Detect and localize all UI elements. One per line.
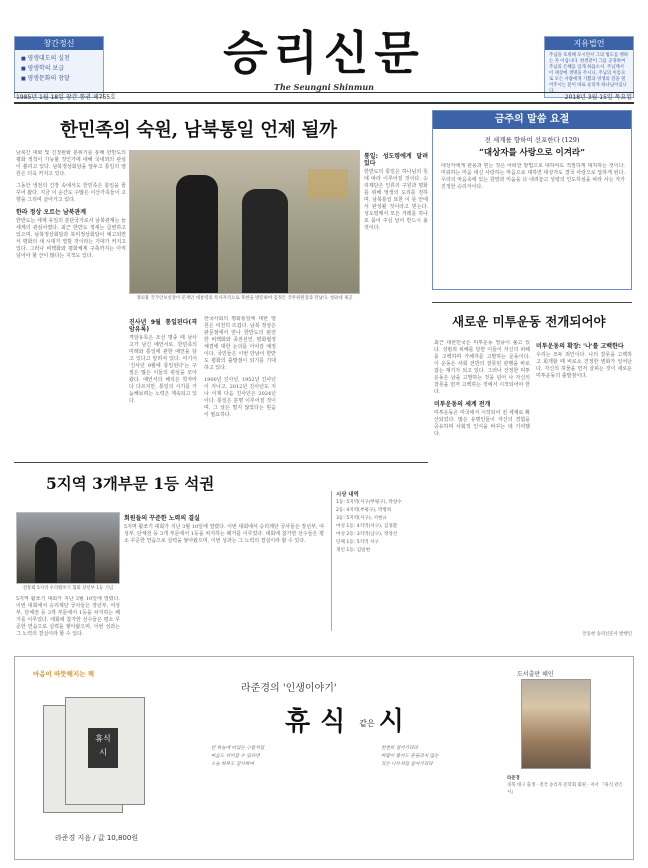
person-figure (242, 189, 288, 293)
book-image (43, 697, 163, 817)
newspaper-subtitle: The Seungni Shinmun (274, 82, 374, 92)
divider (432, 302, 632, 303)
metoo-column-1 (434, 340, 530, 640)
lead-paragraph: 남북간 대화 및 긴장완화 분위기를 통해 한반도의 평화 정착이 가능할 것인가에 대해 국내외의 관심이 쏠리고 있다. 남북정상회담을 앞두고 통일의 염원은 더욱 커지고 있다. (16, 150, 126, 177)
book-cover-title-right: 시 (99, 748, 107, 757)
lead-col3-body: 격암유록은 조선 명종 때 남사고가 남긴 예언서로, 한민족의 미래와 통일에 관한 예언을 담고 있다고 알려져 있다. 여기서 '진사년 9월에 통일된다'는 구절은 많은 이들의 관심을 모아왔다. 예언서의 해석은 학자마다 다르지만, 통일의 시기를 가늠해보려는 노력은 계속되고 있다. (129, 335, 197, 404)
lead-col3-title: 진사년 9월 통일된다(격암유록) (129, 319, 197, 333)
dateline (14, 92, 634, 104)
founding-spirit-item: ■ 영생대도의 실천 (21, 54, 97, 64)
motto-box (544, 36, 634, 98)
metoo-subhead-2: 미투운동의 확장: '나'를 고백한다 (536, 343, 624, 350)
lead-col3-text: 한국사회의 평화통일에 대한 염원은 여전히 뜨겁다. 남북 정상은 판문점에서 만나 한반도의 완전한 비핵화와 종전선언, 평화협정 체결에 대한 논의를 이어갈 예정이다. 국민들은 이번 만남이 한반도 평화의 출발점이 되기를 기대하고 있다. (204, 316, 276, 371)
metoo-subhead-1: 미투운동의 세계 전개 (434, 401, 491, 408)
author-bio-text: 경북 대구 출생 · 전국 승리자 문학회 회원 · 저서 『휴식 같은 시』 (507, 783, 623, 795)
author-bio (507, 775, 627, 796)
poem-line: 작은 나무처럼 살아가리라 (381, 762, 433, 767)
divider (14, 462, 428, 463)
founding-spirit-item: ■ 영생학의 보급 (21, 64, 97, 74)
ad-tag: 마음이 따뜻해지는 책 (33, 670, 95, 678)
founding-spirit-item: ■ 영생문화의 창달 (21, 74, 97, 84)
metoo-headline: 새로운 미투운동 전개되어야 (452, 314, 606, 329)
award-item: 단체 1등: 5지역 서구 (336, 540, 379, 545)
weekly-verse-series: 전 세계를 향하여 선포한다 (129) (484, 136, 580, 144)
lead-column-4 (204, 316, 276, 452)
masthead (14, 26, 634, 96)
poem-line: 천천히 걸어가리라 (381, 746, 418, 751)
person-figure (71, 541, 95, 583)
award-item: 개인 1등: 김일현 (336, 548, 371, 553)
book-cover-title-left: 휴식 (95, 734, 111, 743)
backdrop-painting (308, 169, 348, 199)
archery-photo-caption: 전통회 5지역 우리활쏘기 협회 장년부 1등 기념 (22, 586, 114, 591)
weekly-verse-box (432, 110, 632, 290)
poem-line: 오늘 하루도 감사하며 (211, 762, 254, 767)
weekly-verse-quote: “대상자를 사랑으로 이겨라” (478, 148, 586, 158)
lead-col4-body: 1900년 진사년, 1952년 진사년이 지나고, 2012년 진사년도 지나 이제 다음 진사년은 2024년이다. 통일은 분명 이루어질 것이며, 그 날은 멀지 않았다는 믿음이 필요하다. (204, 377, 276, 418)
lead-column-1 (16, 150, 126, 452)
poem-line: 마음도 쉬어갈 수 있다면 (211, 754, 260, 759)
author-photo (521, 679, 591, 769)
weekly-verse-body: 대상자에게 관용과 믿는 것은 어떠한 방법으로 대하여도 적절하게 대처하는 것이다. 미워하는 마음 대신 사랑하는 마음으로 대하면 대상자도 결국 사랑으로 답하게 된다. 우리의 마음속에 있는 원망과 미움을 다 내려놓고 성령의 인도하심을 따라 사는 자가 진정한 승리자이다. (441, 163, 625, 190)
metoo-body: 최근 대한민국은 미투운동 열풍이 불고 있다. 성범죄 피해를 당한 이들이 자신의 피해를 고백하며 가해자를 고발하는 운동이다. 이 운동은 사회 전반의 잘못된 관행을 바로잡는 계기가 되고 있다. 그러나 진정한 미투운동은 남을 고발하는 것을 넘어 나 자신의 잘못을 먼저 고백하는 것에서 시작되어야 한다. (434, 340, 530, 395)
issue-info: 1985년 1월 18일 창간 통권 제755호 (16, 94, 116, 101)
poem-right (381, 745, 491, 769)
metoo-sub2-body: 우리는 모두 죄인이다. 나의 잘못을 고백하고 회개할 때 비로소 진정한 변화가 일어난다. 자신의 허물을 먼저 살피는 것이 새로운 미투운동의 출발점이다. (536, 352, 632, 379)
award-item: 3등: 5지역(서구), 서현규 (336, 516, 387, 521)
ad-series: 라준경의 '인생이야기' (241, 683, 337, 694)
poem-left (211, 745, 321, 769)
ad-title-right: 시 (378, 707, 414, 737)
lead-section-body: 한반도는 세계 유일의 분단국가로서 남북관계는 늘 세계의 관심사였다. 최근 한반도 정세는 급변하고 있으며, 남북정상회담과 북미정상회담이 예고되면서 평화의 새 시대가 열릴 것이라는 기대가 커지고 있다. 그러나 비핵화와 평화체제 구축까지는 아직 넘어야 할 산이 많다는 지적도 있다. (16, 218, 126, 259)
award-item: 2등: 4지역(부평구), 박병희 (336, 508, 392, 513)
lead-column-3 (129, 316, 197, 452)
founding-spirit-box (14, 36, 104, 98)
metoo-sub1-body: 미투운동은 미국에서 시작되어 전 세계로 확산되었다. 많은 유명인들이 자신의 경험을 공유하며 사회적 인식을 바꾸는 데 기여했다. (434, 410, 530, 437)
book-cover-front (65, 697, 145, 805)
poem-line: 바람이 불어도 흔들리지 않는 (381, 754, 439, 759)
publisher-label: 도서출판 해인 (517, 671, 554, 678)
summit-photo (129, 150, 360, 294)
award-list-title: 시상 내역 (336, 492, 359, 498)
founding-spirit-heading: 창간정신 (15, 37, 103, 50)
lead-section-title: 한라 정상 오르는 남북관계 (16, 209, 87, 216)
award-item: 여성 2등: 3지역(남구), 정영선 (336, 532, 398, 537)
award-item: 여성 1등: 4지역(서구), 김경환 (336, 524, 398, 529)
lead-column-5 (364, 150, 428, 452)
book-advertisement (14, 656, 634, 860)
metoo-byline: 안동현 승리신문사 발행인 (582, 632, 632, 637)
summit-photo-caption: 정의용 국가안보실장이 문재인 대통령의 특사자격으로 북한을 방문하여 김정은 국무위원장과 만났다. 청와대 제공 (136, 296, 353, 301)
ad-title-small: 같은 (359, 718, 375, 728)
lead-col5-body: 한반도의 통일은 하나님의 뜻에 따라 이루어질 것이다. 승리제단은 인류의 구원과 평화를 위해 영생의 도리를 전하며, 남북통일 또한 이 뜻 안에서 완성될 것이라고 믿는다. 성도령께서 모든 겨레를 하나로 묶어 주실 날이 반드시 올 것이다. (364, 169, 428, 231)
archery-body-2 (124, 512, 324, 640)
metoo-column-2 (536, 340, 632, 640)
archery-photo (16, 512, 120, 584)
newspaper-title: 승리신문 (223, 26, 425, 80)
author-name: 라준경 (507, 776, 520, 781)
archery-subhead: 회원들의 꾸준한 노력의 결실 (124, 515, 200, 522)
archery-body-1: 5지역 활쏘기 대회가 지난 3월 10일에 열렸다. 이번 대회에서 승리제단 궁사들은 장년부, 여성부, 단체전 등 3개 부문에서 1등을 차지하는 쾌거를 이루었다. 대회에 참가한 선수들은 평소 꾸준한 연습으로 실력을 쌓아왔으며, 이번 성과는 그 노력의 결실이라 할 수 있다. (16, 596, 120, 637)
archery-headline: 5지역 3개부문 1등 석권 (46, 474, 215, 493)
archery-body-paragraph: 5지역 활쏘기 대회가 지난 3월 10일에 열렸다. 이번 대회에서 승리제단 궁사들은 장년부, 여성부, 단체전 등 3개 부문에서 1등을 차지하는 쾌거를 이루었다. 대회에 참가한 선수들은 평소 꾸준한 연습으로 실력을 쌓아왔으며, 이번 성과는 그 노력의 결실이라 할 수 있다. (124, 524, 324, 544)
lead-col5-title: 통일: 성도령에게 달려있다 (364, 153, 428, 167)
person-figure (35, 537, 57, 583)
person-figure (176, 175, 218, 293)
weekly-verse-heading: 금주의 말씀 요절 (433, 111, 631, 129)
award-item: 1등: 5지역(서구/부평구), 박창수 (336, 500, 402, 505)
motto-text: 주님을 호위해 모시면서 그의 법도를 행하는 자 이십니다. 한결같이 그를 공경하여 주님의 은혜를 입게 하옵소서. 주님께서 이 세상에 생명을 주시니, 주님의 이름으로 모든 사람에게 기쁨과 영생의 길을 열어주시는 분이 바로 승리자 하나님이십니다. (549, 53, 629, 94)
motto-heading: 지유법언 (545, 37, 633, 50)
poem-line: 빈 하늘에 떠있는 구름처럼 (211, 746, 265, 751)
lead-headline: 한민족의 숙원, 남북통일 언제 될까 (60, 120, 337, 141)
book-cover-title (88, 728, 118, 768)
brand (124, 26, 524, 92)
issue-date: 2018년 3월 15일 목요일 (564, 94, 632, 101)
lead-paragraph: 그동안 냉전의 긴장 속에서도 한민족은 통일을 꿈꾸어 왔다. 지금 이 순간도 수많은 이산가족들이 고향을 그리며 살아가고 있다. (16, 183, 126, 203)
ad-book-title (285, 701, 414, 738)
award-list (331, 491, 431, 631)
book-price: 라준경 지음 / 값 10,800원 (55, 834, 139, 842)
ad-title-left: 휴식 (285, 707, 356, 737)
